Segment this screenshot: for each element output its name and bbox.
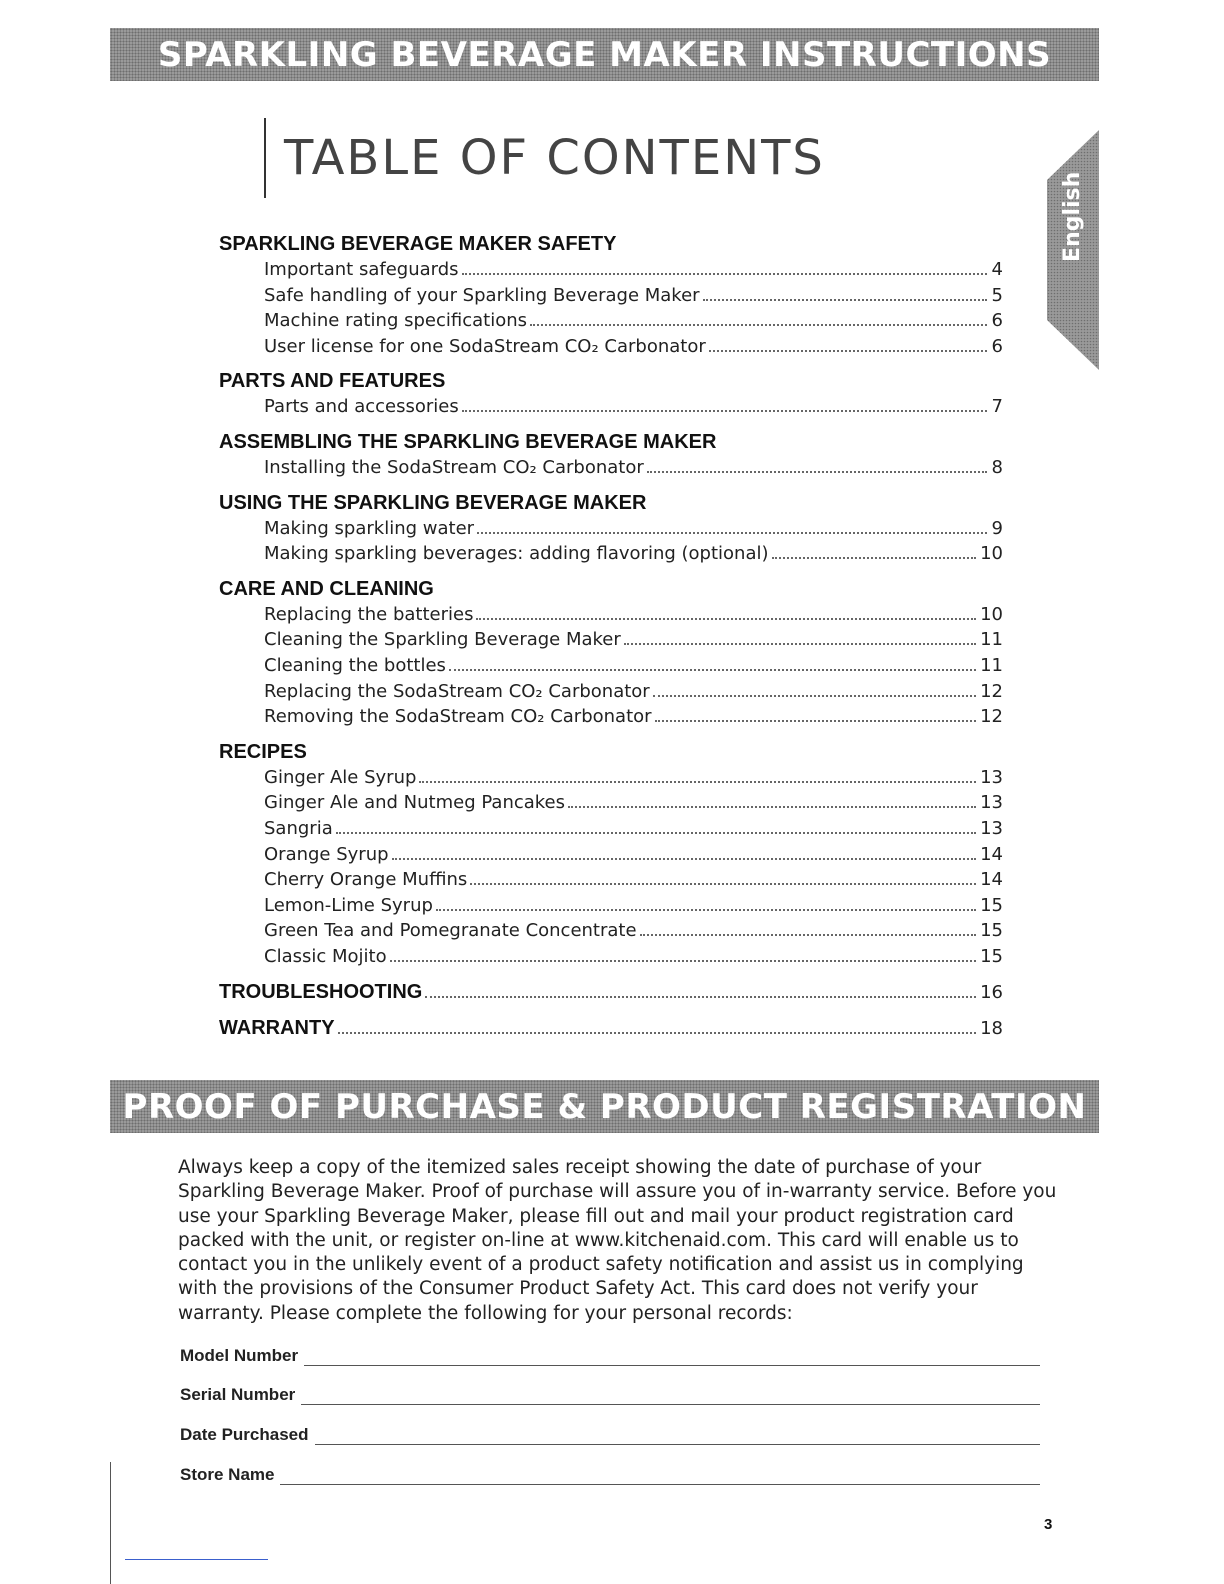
toc-entry-classic-mojito[interactable]: Classic Mojito 15 — [264, 945, 1003, 967]
toc-entry-lemon-lime-syrup[interactable]: Lemon-Lime Syrup 15 — [264, 894, 1003, 916]
toc-entry-sangria[interactable]: Sangria 13 — [264, 817, 1003, 839]
store-name-line[interactable] — [280, 1468, 1040, 1485]
title-accent-bar — [264, 118, 266, 198]
toc-section-parts[interactable]: PARTS AND FEATURES — [219, 370, 446, 393]
toc-section-recipes[interactable]: RECIPES — [219, 740, 307, 763]
page-number: 3 — [1044, 1516, 1053, 1533]
language-tab-label: English — [1060, 171, 1085, 262]
serial-number-label: Serial Number — [180, 1385, 296, 1404]
toc-entry-parts-accessories[interactable]: Parts and accessories 7 — [264, 396, 1003, 418]
page-title: TABLE OF CONTENTS — [284, 130, 825, 186]
toc-entry-troubleshooting[interactable]: TROUBLESHOOTING 16 — [219, 981, 1003, 1004]
toc-entry-installing-carbonator[interactable]: Installing the SodaStream CO₂ Carbonator 8 — [264, 456, 1003, 478]
proof-banner-text: PROOF OF PURCHASE & PRODUCT REGISTRATION — [122, 1086, 1087, 1127]
date-purchased-field[interactable] — [180, 1425, 1040, 1445]
toc-section-safety[interactable]: SPARKLING BEVERAGE MAKER SAFETY — [219, 233, 617, 255]
date-purchased-label: Date Purchased — [180, 1425, 309, 1444]
toc-entry-green-tea-concentrate[interactable]: Green Tea and Pomegranate Concentrate 15 — [264, 920, 1003, 942]
toc-entry-safe-handling[interactable]: Safe handling of your Sparkling Beverage Maker 5 — [264, 284, 1003, 306]
serial-number-field[interactable] — [180, 1385, 1040, 1405]
date-purchased-line[interactable] — [315, 1428, 1041, 1445]
model-number-field[interactable] — [180, 1346, 1040, 1366]
proof-paragraph: Always keep a copy of the itemized sales receipt showing the date of purchase of your Sparkling Beverage Maker. Proof of purchase will assure you of in-warranty service. Before you use your Sparkling Beverage Maker, please fill out and mail your product registration card packed with the unit, or register on-line at www.kitchenaid.com. This card will enable us to contact you in the unlikely event of a product safety notification and assist us in complying with the provisions of the Consumer Product Safety Act. This card does not verify your warranty. Please complete the following for your personal records: — [178, 1157, 1057, 1324]
toc-entry-orange-syrup[interactable]: Orange Syrup 14 — [264, 843, 1003, 865]
toc-entry-removing-carbonator[interactable]: Removing the SodaStream CO₂ Carbonator 12 — [264, 706, 1003, 728]
toc-entry-machine-rating[interactable]: Machine rating specifications 6 — [264, 310, 1003, 332]
toc-entry-ginger-ale-syrup[interactable]: Ginger Ale Syrup 13 — [264, 766, 1003, 788]
model-number-line[interactable] — [304, 1349, 1040, 1366]
toc-entry-replacing-batteries[interactable]: Replacing the batteries 10 — [264, 603, 1003, 625]
toc-entry-cherry-orange-muffins[interactable]: Cherry Orange Muffins 14 — [264, 869, 1003, 891]
model-number-label: Model Number — [180, 1346, 299, 1365]
toc-entry-cleaning-bottles[interactable]: Cleaning the bottles 11 — [264, 654, 1003, 676]
header-banner-text: SPARKLING BEVERAGE MAKER INSTRUCTIONS — [157, 34, 1052, 75]
toc-entry-cleaning-maker[interactable]: Cleaning the Sparkling Beverage Maker 11 — [264, 629, 1003, 651]
toc-section-using[interactable]: USING THE SPARKLING BEVERAGE MAKER — [219, 491, 647, 514]
toc-section-care[interactable]: CARE AND CLEANING — [219, 577, 434, 600]
margin-rule — [110, 1462, 111, 1584]
footer-rule — [125, 1559, 268, 1560]
store-name-label: Store Name — [180, 1465, 275, 1484]
toc-entry-warranty[interactable]: WARRANTY 18 — [219, 1017, 1003, 1040]
table-of-contents — [219, 231, 1003, 1041]
toc-section-assembling[interactable]: ASSEMBLING THE SPARKLING BEVERAGE MAKER — [219, 430, 717, 453]
toc-entry-making-water[interactable]: Making sparkling water 9 — [264, 517, 1003, 539]
toc-entry-important-safeguards[interactable]: Important safeguards 4 — [264, 259, 1003, 280]
proof-banner — [110, 1080, 1099, 1133]
store-name-field[interactable] — [180, 1465, 1040, 1485]
toc-entry-making-beverages[interactable]: Making sparkling beverages: adding flavoring (optional) 10 — [264, 543, 1003, 565]
toc-entry-ginger-ale-pancakes[interactable]: Ginger Ale and Nutmeg Pancakes 13 — [264, 792, 1003, 814]
toc-entry-user-license[interactable]: User license for one SodaStream CO₂ Carbonator 6 — [264, 335, 1003, 357]
serial-number-line[interactable] — [301, 1388, 1040, 1405]
toc-entry-replacing-carbonator[interactable]: Replacing the SodaStream CO₂ Carbonator 12 — [264, 680, 1003, 702]
header-banner — [110, 28, 1099, 81]
